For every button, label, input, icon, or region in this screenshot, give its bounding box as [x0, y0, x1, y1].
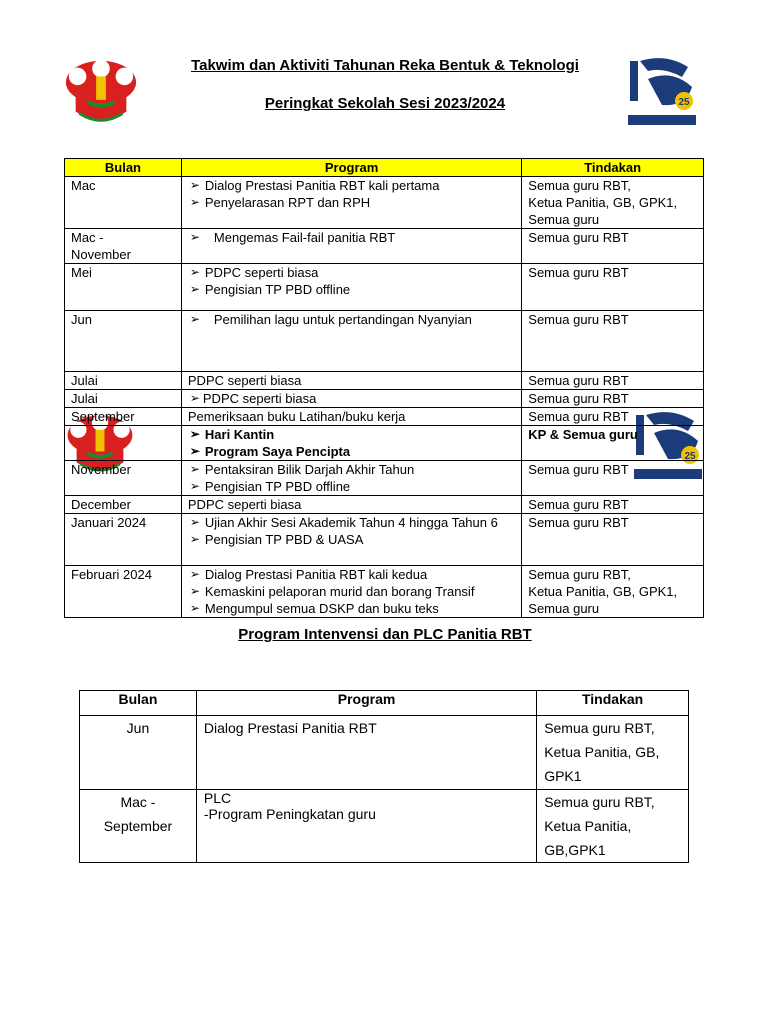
- table-row: [65, 264, 704, 311]
- cell-tindakan: Semua guru RBT: [522, 372, 704, 390]
- cell-bulan: [65, 426, 182, 461]
- col-header-program: Program: [181, 159, 521, 177]
- col-header-program: Program: [196, 691, 536, 716]
- table-row: [65, 372, 704, 390]
- program-item: ➢ Dialog Prestasi Panitia RBT kali pertama: [188, 177, 515, 194]
- table-row: [65, 390, 704, 408]
- cell-tindakan: KP & Semua guru: [522, 426, 704, 461]
- cell-program: [181, 426, 521, 461]
- cell-tindakan: Semua guru RBT: [522, 408, 704, 426]
- cell-program: Dialog Prestasi Panitia RBT: [196, 716, 536, 790]
- table-header-row: [80, 691, 689, 716]
- program-item: ➢ Ujian Akhir Sesi Akademik Tahun 4 hingga Tahun 6: [188, 514, 515, 531]
- cell-bulan: November: [65, 461, 182, 496]
- table-row: [65, 461, 704, 496]
- program-item: ➢ Pentaksiran Bilik Darjah Akhir Tahun: [188, 461, 515, 478]
- cell-program: [181, 566, 521, 618]
- cell-bulan: Mei: [65, 264, 182, 311]
- table-row: [80, 790, 689, 863]
- cell-program: PDPC seperti biasa: [181, 372, 521, 390]
- cell-bulan: Januari 2024: [65, 514, 182, 566]
- table-row: [65, 496, 704, 514]
- cell-program: [181, 177, 521, 229]
- cell-bulan: Julai: [65, 390, 182, 408]
- cell-program: [181, 461, 521, 496]
- svg-text:25: 25: [678, 97, 690, 108]
- table-row: [65, 566, 704, 618]
- ts25-logo: [626, 57, 698, 127]
- table-row: [65, 177, 704, 229]
- program-item: ➢ Mengemas Fail-fail panitia RBT: [188, 229, 515, 246]
- program-item: ➢ Pemilihan lagu untuk pertandingan Nyanyian: [188, 311, 515, 328]
- program-item: ➢ PDPC seperti biasa: [188, 390, 515, 407]
- program-item: ➢ Penyelarasan RPT dan RPH: [188, 194, 515, 211]
- program-item: ➢ Pengisian TP PBD & UASA: [188, 531, 515, 548]
- cell-tindakan: Semua guru RBT: [522, 390, 704, 408]
- cell-tindakan: Semua guru RBT: [522, 461, 704, 496]
- table-row: [65, 311, 704, 372]
- cell-program: [181, 264, 521, 311]
- cell-program: PLC -Program Peningkatan guru: [196, 790, 536, 863]
- cell-bulan: Mac: [65, 177, 182, 229]
- cell-tindakan: Semua guru RBT, Ketua Panitia, GB,GPK1: [537, 790, 689, 863]
- table-header-row: [65, 159, 704, 177]
- table-row: [65, 229, 704, 264]
- page-title: Takwim dan Aktiviti Tahunan Reka Bentuk & Teknologi: [191, 57, 579, 74]
- cell-bulan: September: [65, 408, 182, 426]
- table-row: [80, 716, 689, 790]
- col-header-bulan: Bulan: [80, 691, 197, 716]
- program-item: ➢ Pengisian TP PBD offline: [188, 281, 515, 298]
- col-header-tindakan: Tindakan: [537, 691, 689, 716]
- cell-program: [181, 229, 521, 264]
- calendar-table: [64, 158, 704, 618]
- cell-program: [181, 390, 521, 408]
- cell-bulan: Julai: [65, 372, 182, 390]
- program-item: ➢ Dialog Prestasi Panitia RBT kali kedua: [188, 566, 515, 583]
- cell-tindakan: Semua guru RBT: [522, 229, 704, 264]
- page-subtitle: Peringkat Sekolah Sesi 2023/2024: [264, 95, 506, 112]
- table-row: [65, 514, 704, 566]
- cell-bulan: Mac - September: [80, 790, 197, 863]
- table-row: [65, 408, 704, 426]
- program-item: ➢ Pengisian TP PBD offline: [188, 478, 515, 495]
- cell-program: [181, 311, 521, 372]
- section-heading: Program Intenvensi dan PLC Panitia RBT: [238, 626, 532, 643]
- cell-bulan: December: [65, 496, 182, 514]
- cell-tindakan: Semua guru RBT, Ketua Panitia, GB, GPK1, Semua guru: [522, 177, 704, 229]
- cell-bulan: Mac - November: [65, 229, 182, 264]
- cell-tindakan: Semua guru RBT: [522, 264, 704, 311]
- cell-program: [181, 514, 521, 566]
- col-header-bulan: Bulan: [65, 159, 182, 177]
- cell-bulan: Jun: [65, 311, 182, 372]
- program-item: ➢ Program Saya Pencipta: [188, 443, 515, 460]
- col-header-tindakan: Tindakan: [522, 159, 704, 177]
- cell-tindakan: Semua guru RBT: [522, 311, 704, 372]
- program-item: ➢ Mengumpul semua DSKP dan buku teks: [188, 600, 515, 617]
- program-item: ➢ Hari Kantin: [188, 426, 515, 443]
- school-logo: [62, 55, 140, 133]
- cell-bulan: Februari 2024: [65, 566, 182, 618]
- cell-bulan: Jun: [80, 716, 197, 790]
- cell-tindakan: Semua guru RBT: [522, 496, 704, 514]
- cell-program: PDPC seperti biasa: [181, 496, 521, 514]
- table-row: [65, 426, 704, 461]
- cell-tindakan: Semua guru RBT, Ketua Panitia, GB, GPK1, Semua guru: [522, 566, 704, 618]
- program-item: ➢ PDPC seperti biasa: [188, 264, 515, 281]
- cell-tindakan: Semua guru RBT: [522, 514, 704, 566]
- cell-tindakan: Semua guru RBT, Ketua Panitia, GB, GPK1: [537, 716, 689, 790]
- program-item: ➢ Kemaskini pelaporan murid dan borang Transif: [188, 583, 515, 600]
- svg-text:25: 25: [684, 451, 696, 462]
- plc-table: [79, 690, 689, 863]
- cell-program: Pemeriksaan buku Latihan/buku kerja: [181, 408, 521, 426]
